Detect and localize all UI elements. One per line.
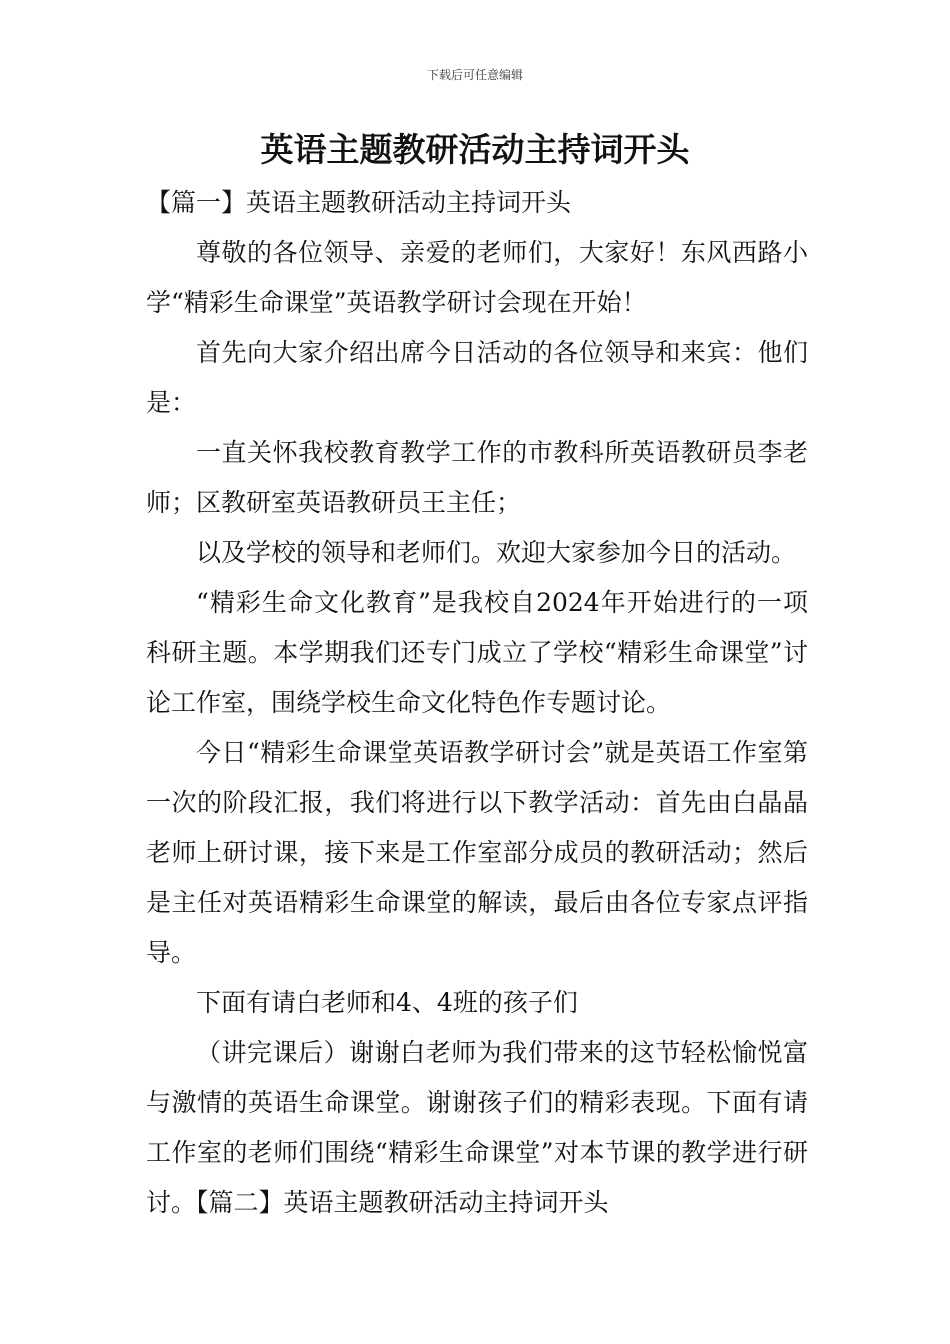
- paragraph-research-theme: “精彩生命文化教育”是我校自2024年开始进行的一项科研主题。本学期我们还专门成立了学校“精彩生命课堂”讨论工作室，围绕学校生命文化特色作专题讨论。: [146, 588, 808, 717]
- section-heading-1: 【篇一】英语主题教研活动主持词开头: [146, 188, 572, 217]
- header-note: 下载后可任意编辑: [426, 68, 523, 82]
- paragraph-invite: 下面有请白老师和4、4班的孩子们: [196, 988, 578, 1017]
- document-body: [146, 178, 808, 1228]
- document-title: 英语主题教研活动主持词开头: [260, 130, 690, 169]
- paragraph-guests: 一直关怀我校教育教学工作的市教科所英语教研员李老师；区教研室英语教研员王主任；: [146, 438, 808, 517]
- paragraph-welcome: 以及学校的领导和老师们。欢迎大家参加今日的活动。: [196, 538, 797, 567]
- paragraph-agenda: 今日“精彩生命课堂英语教学研讨会”就是英语工作室第一次的阶段汇报，我们将进行以下教学活动：首先由白晶晶老师上研讨课，接下来是工作室部分成员的教研活动；然后是主任对英语精彩生命课堂的解读，最后由各位专家点评指导。: [146, 738, 808, 967]
- paragraph-greeting: 尊敬的各位领导、亲爱的老师们，大家好！东风西路小学“精彩生命课堂”英语教学研讨会现在开始！: [146, 238, 808, 317]
- paragraph-closing: （讲完课后）谢谢白老师为我们带来的这节轻松愉悦富与激情的英语生命课堂。谢谢孩子们的精彩表现。下面有请工作室的老师们围绕“精彩生命课堂”对本节课的教学进行研讨。【篇二】英语主题教研活动主持词开头: [146, 1038, 808, 1217]
- paragraph-introduction: 首先向大家介绍出席今日活动的各位领导和来宾：他们是：: [146, 338, 808, 417]
